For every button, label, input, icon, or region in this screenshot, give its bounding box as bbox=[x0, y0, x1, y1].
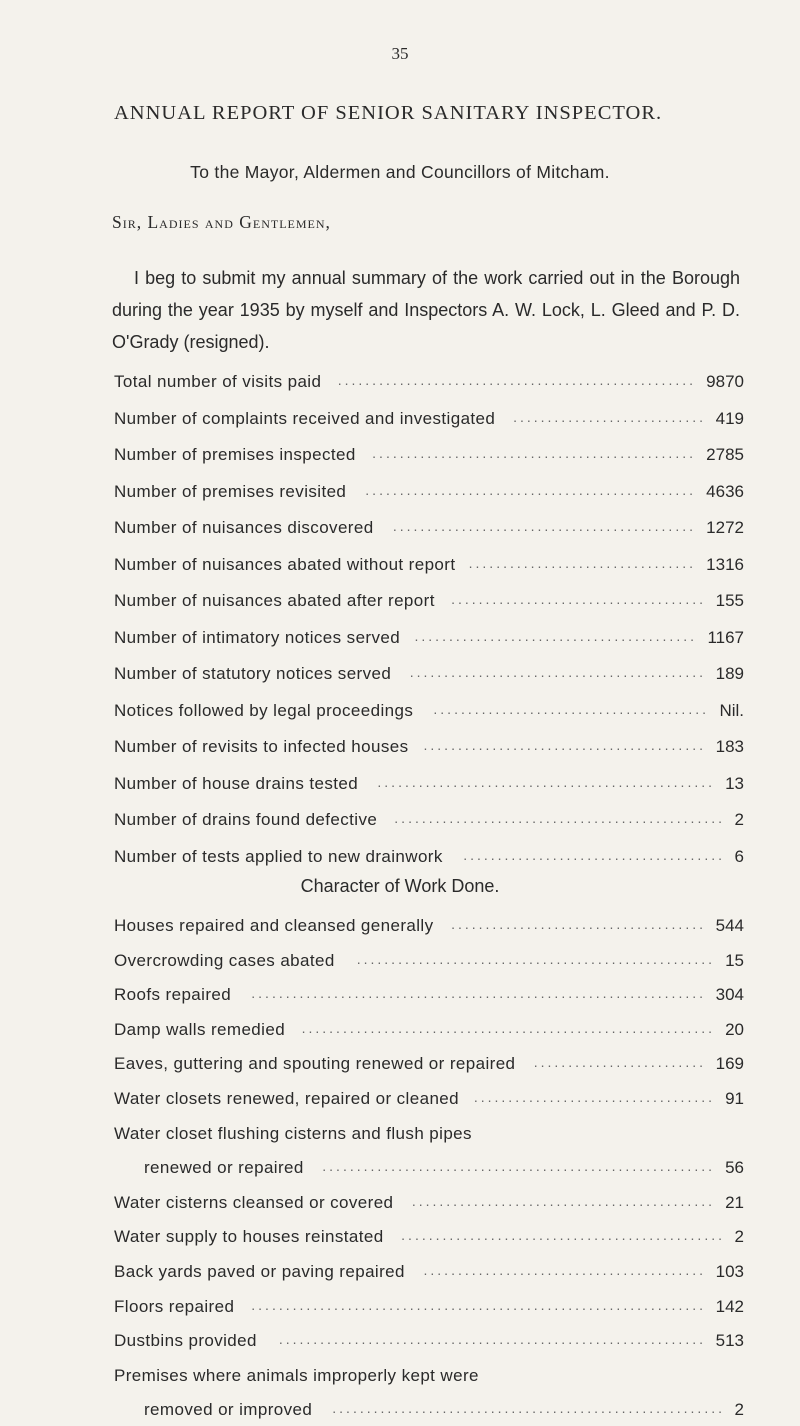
dot-leader: ............................ bbox=[513, 408, 706, 425]
row-value: 2 bbox=[734, 1227, 744, 1247]
row-label: Number of nuisances abated without report bbox=[114, 554, 456, 574]
dot-leader: ......................... bbox=[533, 1054, 706, 1071]
dot-leader: ................................................ bbox=[394, 810, 725, 826]
row-value: 544 bbox=[715, 916, 744, 935]
dot-leader: ..................................... bbox=[451, 591, 706, 607]
dot-leader: ......................................... bbox=[414, 627, 697, 644]
row-label: Water closets renewed, repaired or cleaned bbox=[114, 1089, 460, 1108]
row-label: Number of premises inspected bbox=[114, 445, 356, 464]
dot-leader: ..................................... bbox=[451, 916, 706, 932]
row-value: 56 bbox=[725, 1158, 744, 1178]
work-row bbox=[114, 1262, 744, 1286]
summary-row bbox=[114, 737, 744, 761]
row-label: Number of premises revisited bbox=[114, 481, 347, 501]
row-value: 9870 bbox=[706, 372, 744, 391]
dot-leader: .................................................... bbox=[337, 372, 696, 388]
row-value: 1316 bbox=[706, 554, 744, 574]
dot-leader: ........................................ bbox=[433, 700, 709, 717]
row-value: 4636 bbox=[706, 481, 744, 501]
dot-leader: .................................................................. bbox=[251, 1296, 706, 1313]
row-label: Number of drains found defective bbox=[114, 810, 378, 829]
row-value: 21 bbox=[725, 1192, 744, 1212]
row-value: 1272 bbox=[706, 518, 744, 537]
row-value: 183 bbox=[715, 737, 744, 756]
work-row bbox=[114, 1054, 744, 1078]
row-label: Overcrowding cases abated bbox=[114, 950, 335, 970]
row-label: Dustbins provided bbox=[114, 1331, 257, 1351]
row-label: renewed or repaired bbox=[144, 1158, 304, 1178]
row-label: Number of statutory notices served bbox=[114, 664, 392, 683]
summary-row bbox=[114, 409, 744, 433]
row-label: Number of tests applied to new drainwork bbox=[114, 846, 443, 866]
row-value: 2 bbox=[734, 810, 744, 829]
row-value: 91 bbox=[725, 1089, 744, 1108]
row-label: Damp walls remedied bbox=[114, 1019, 286, 1039]
row-label: Number of nuisances discovered bbox=[114, 518, 374, 537]
work-row bbox=[114, 1020, 744, 1044]
summary-row bbox=[114, 482, 744, 506]
row-value: 20 bbox=[725, 1019, 744, 1039]
row-label: Houses repaired and cleansed generally bbox=[114, 916, 434, 935]
dot-leader: .................................................... bbox=[356, 950, 715, 967]
row-label: Roofs repaired bbox=[114, 985, 232, 1005]
work-row bbox=[114, 1331, 744, 1355]
summary-row bbox=[114, 810, 744, 834]
summary-row bbox=[114, 445, 744, 469]
summary-row bbox=[114, 774, 744, 798]
dot-leader: .................................................................. bbox=[251, 985, 706, 1002]
work-row bbox=[114, 1297, 744, 1321]
dot-leader: ......................................... bbox=[423, 737, 706, 753]
summary-row bbox=[114, 701, 744, 725]
row-value: 169 bbox=[715, 1054, 744, 1074]
dot-leader: ................................. bbox=[468, 554, 696, 571]
row-value: 142 bbox=[715, 1296, 744, 1316]
summary-row bbox=[114, 664, 744, 688]
dot-leader: ............................................ bbox=[392, 518, 696, 534]
row-label: Notices followed by legal proceedings bbox=[114, 700, 414, 720]
work-row bbox=[114, 1227, 744, 1251]
summary-row bbox=[114, 372, 744, 396]
row-label: Number of revisits to infected houses bbox=[114, 737, 409, 756]
summary-row bbox=[114, 591, 744, 615]
row-value: 2 bbox=[734, 1400, 744, 1420]
row-label: Number of house drains tested bbox=[114, 773, 359, 793]
work-row bbox=[114, 1400, 744, 1424]
row-value: 103 bbox=[715, 1262, 744, 1281]
dot-leader: .............................................................. bbox=[278, 1331, 706, 1348]
dot-leader: ................................... bbox=[473, 1089, 715, 1105]
row-value: Nil. bbox=[719, 700, 744, 720]
row-label: Total number of visits paid bbox=[114, 372, 322, 391]
dot-leader: ......................................... bbox=[423, 1262, 706, 1278]
row-value: 15 bbox=[725, 950, 744, 970]
section-heading: Character of Work Done. bbox=[300, 876, 500, 896]
dot-leader: ............................................................ bbox=[301, 1019, 715, 1036]
address-line: To the Mayor, Aldermen and Councillors of Mitcham. bbox=[190, 162, 610, 182]
dot-leader: ........................................... bbox=[409, 664, 706, 680]
work-row bbox=[114, 1158, 744, 1182]
summary-row bbox=[114, 555, 744, 579]
row-label: Floors repaired bbox=[114, 1296, 235, 1316]
dot-leader: ............................................ bbox=[411, 1192, 715, 1209]
dot-leader: ......................................................... bbox=[332, 1400, 725, 1417]
dot-leader: ...................................... bbox=[463, 846, 725, 863]
row-label: Water cisterns cleansed or covered bbox=[114, 1192, 394, 1212]
report-title: ANNUAL REPORT OF SENIOR SANITARY INSPECTOR. bbox=[114, 102, 663, 124]
row-label: Number of nuisances abated after report bbox=[114, 591, 435, 610]
work-row bbox=[114, 951, 744, 975]
row-value: 13 bbox=[725, 773, 744, 793]
work-row bbox=[114, 1089, 744, 1113]
row-label: Eaves, guttering and spouting renewed or repaired bbox=[114, 1054, 516, 1074]
dot-leader: ............................................... bbox=[372, 445, 696, 461]
row-label: Number of complaints received and investigated bbox=[114, 408, 496, 428]
work-row bbox=[114, 985, 744, 1009]
row-value: 189 bbox=[715, 664, 744, 683]
row-label: removed or improved bbox=[144, 1400, 313, 1420]
row-value: 513 bbox=[715, 1331, 744, 1351]
row-value: 419 bbox=[715, 408, 744, 428]
row-value: 155 bbox=[715, 591, 744, 610]
page-number: 35 bbox=[391, 44, 409, 63]
summary-row bbox=[114, 847, 744, 871]
work-row bbox=[114, 1366, 744, 1390]
dot-leader: ................................................. bbox=[377, 773, 715, 790]
intro-paragraph: I beg to submit my annual summary of the work carried out in the Borough during the year 1935 by myself and Inspectors A. W. Lock, L. Gleed and P. D. O'Grady (resigned). bbox=[112, 268, 740, 352]
dot-leader: ............................................... bbox=[401, 1227, 725, 1244]
row-value: 1167 bbox=[707, 627, 744, 647]
row-label: Back yards paved or paving repaired bbox=[114, 1262, 405, 1281]
row-label: Water closet flushing cisterns and flush pipes bbox=[114, 1123, 472, 1143]
row-value: 304 bbox=[715, 985, 744, 1005]
row-label: Number of intimatory notices served bbox=[114, 627, 401, 647]
summary-row bbox=[114, 628, 744, 652]
row-value: 2785 bbox=[706, 445, 744, 464]
row-label: Water supply to houses reinstated bbox=[114, 1227, 384, 1247]
work-row bbox=[114, 1193, 744, 1217]
dot-leader: ................................................ bbox=[365, 481, 696, 498]
salutation: Sir, Ladies and Gentlemen, bbox=[112, 212, 331, 232]
row-value: 6 bbox=[734, 846, 744, 866]
work-row bbox=[114, 916, 744, 940]
summary-row bbox=[114, 518, 744, 542]
dot-leader: ......................................................... bbox=[322, 1158, 715, 1175]
row-label: Premises where animals improperly kept were bbox=[114, 1365, 479, 1385]
work-row bbox=[114, 1124, 744, 1148]
